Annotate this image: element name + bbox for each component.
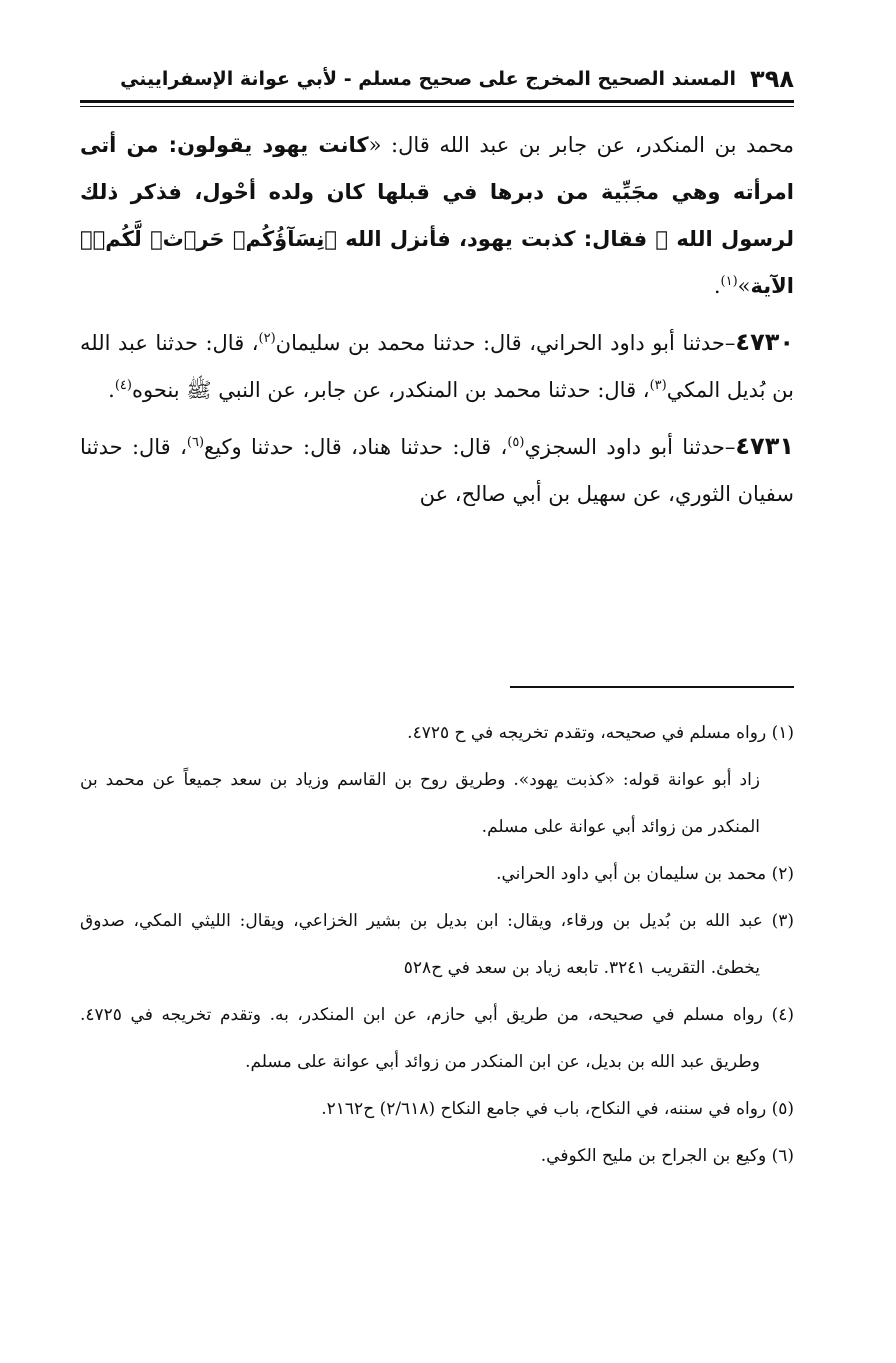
footnote-ref-3[interactable]: (٣) bbox=[649, 378, 667, 393]
footnote-5: (٥) رواه في سننه، في النكاح، باب في جامع النكاح (٢/٦١٨) ح٢١٦٢. bbox=[321, 1099, 794, 1119]
hadith-4730 bbox=[80, 319, 794, 414]
footnote-2: (٢) محمد بن سليمان بن أبي داود الحراني. bbox=[496, 864, 794, 884]
hadith-4731 bbox=[80, 423, 794, 518]
hadith-number: ٤٧٣١ bbox=[735, 432, 794, 460]
footnote-ref-5[interactable]: (٥) bbox=[507, 435, 525, 450]
hadith-text: –حدثنا أبو داود السجزي bbox=[524, 435, 736, 459]
header-rule-thin bbox=[80, 106, 794, 107]
header-rule-thick bbox=[80, 100, 794, 103]
footnote-ref-2[interactable]: (٢) bbox=[258, 331, 276, 346]
text-lead: محمد بن المنكدر، عن جابر بن عبد الله قال: « bbox=[368, 133, 794, 157]
hadith-text: ، قال: حدثنا سفيان الثوري، عن سهيل بن أبي صالح، عن bbox=[80, 435, 794, 506]
footnote-separator bbox=[510, 686, 794, 688]
quote-close: » bbox=[737, 274, 751, 298]
hadith-number: ٤٧٣٠ bbox=[735, 328, 795, 356]
running-title: المسند الصحيح المخرج على صحيح مسلم - لأبي عوانة الإسفراييني bbox=[120, 68, 737, 90]
footnote-6: (٦) وكيع بن الجراح بن مليح الكوفي. bbox=[540, 1146, 794, 1166]
footnote-1: (١) رواه مسلم في صحيحه، وتقدم تخريجه في ح ٤٧٢٥. bbox=[407, 723, 794, 743]
footnote-ref-6[interactable]: (٦) bbox=[186, 435, 205, 450]
page-number: ٣٩٨ bbox=[750, 65, 794, 93]
text-end: . bbox=[108, 378, 115, 402]
hadith-text: –حدثنا أبو داود الحراني، قال: حدثنا محمد بن سليمان bbox=[275, 331, 736, 355]
text-end: . bbox=[713, 274, 721, 298]
hadith-text: ، قال: حدثنا محمد بن المنكدر، عن جابر، عن النبي ﷺ بنحوه bbox=[131, 378, 650, 402]
footnote-ref-4[interactable]: (٤) bbox=[114, 378, 132, 393]
footnotes bbox=[80, 710, 794, 1180]
footnote-4: (٤) رواه مسلم في صحيحه، من طريق أبي حازم، عن ابن المنكدر، به. وتقدم تخريجه في ٤٧٢٥. وطريق عبد الله بن بديل، عن ابن المنكدر من زوائد أبي عوانة على مسلم. bbox=[80, 1005, 794, 1072]
hadith-text: ، قال: حدثنا عبد الله بن بُديل المكي bbox=[80, 331, 794, 402]
paragraph-continuation bbox=[80, 122, 794, 310]
footnote-1-note: زاد أبو عوانة قوله: «كذبت يهود». وطريق روح بن القاسم وزياد بن سعد جميعاً عن محمد بن المنكدر من زوائد أبي عوانة على مسلم. bbox=[80, 770, 760, 837]
main-text bbox=[80, 122, 794, 527]
page-header bbox=[80, 58, 794, 100]
hadith-quote: كانت يهود يقولون: من أتى امرأته وهي مجَبِّية من دبرها في قبلها كان ولده أحْول، فذكر ذلك لرسول الله ﷺ فقال: كذبت يهود، فأنزل الله ﴿نِسَآؤُكُمۡ حَرۡثٞ لَّكُمۡ﴾ الآية bbox=[80, 133, 794, 298]
footnote-ref-1[interactable]: (١) bbox=[720, 274, 738, 289]
hadith-text: ، قال: حدثنا هناد، قال: حدثنا وكيع bbox=[204, 435, 508, 459]
footnote-3: (٣) عبد الله بن بُديل بن ورقاء، ويقال: ابن بديل بن بشير الخزاعي، ويقال: الليثي المكي، صدوق يخطئ. التقريب ٣٢٤١. تابعه زياد بن سعد في ح٥٢٨ bbox=[80, 911, 794, 978]
